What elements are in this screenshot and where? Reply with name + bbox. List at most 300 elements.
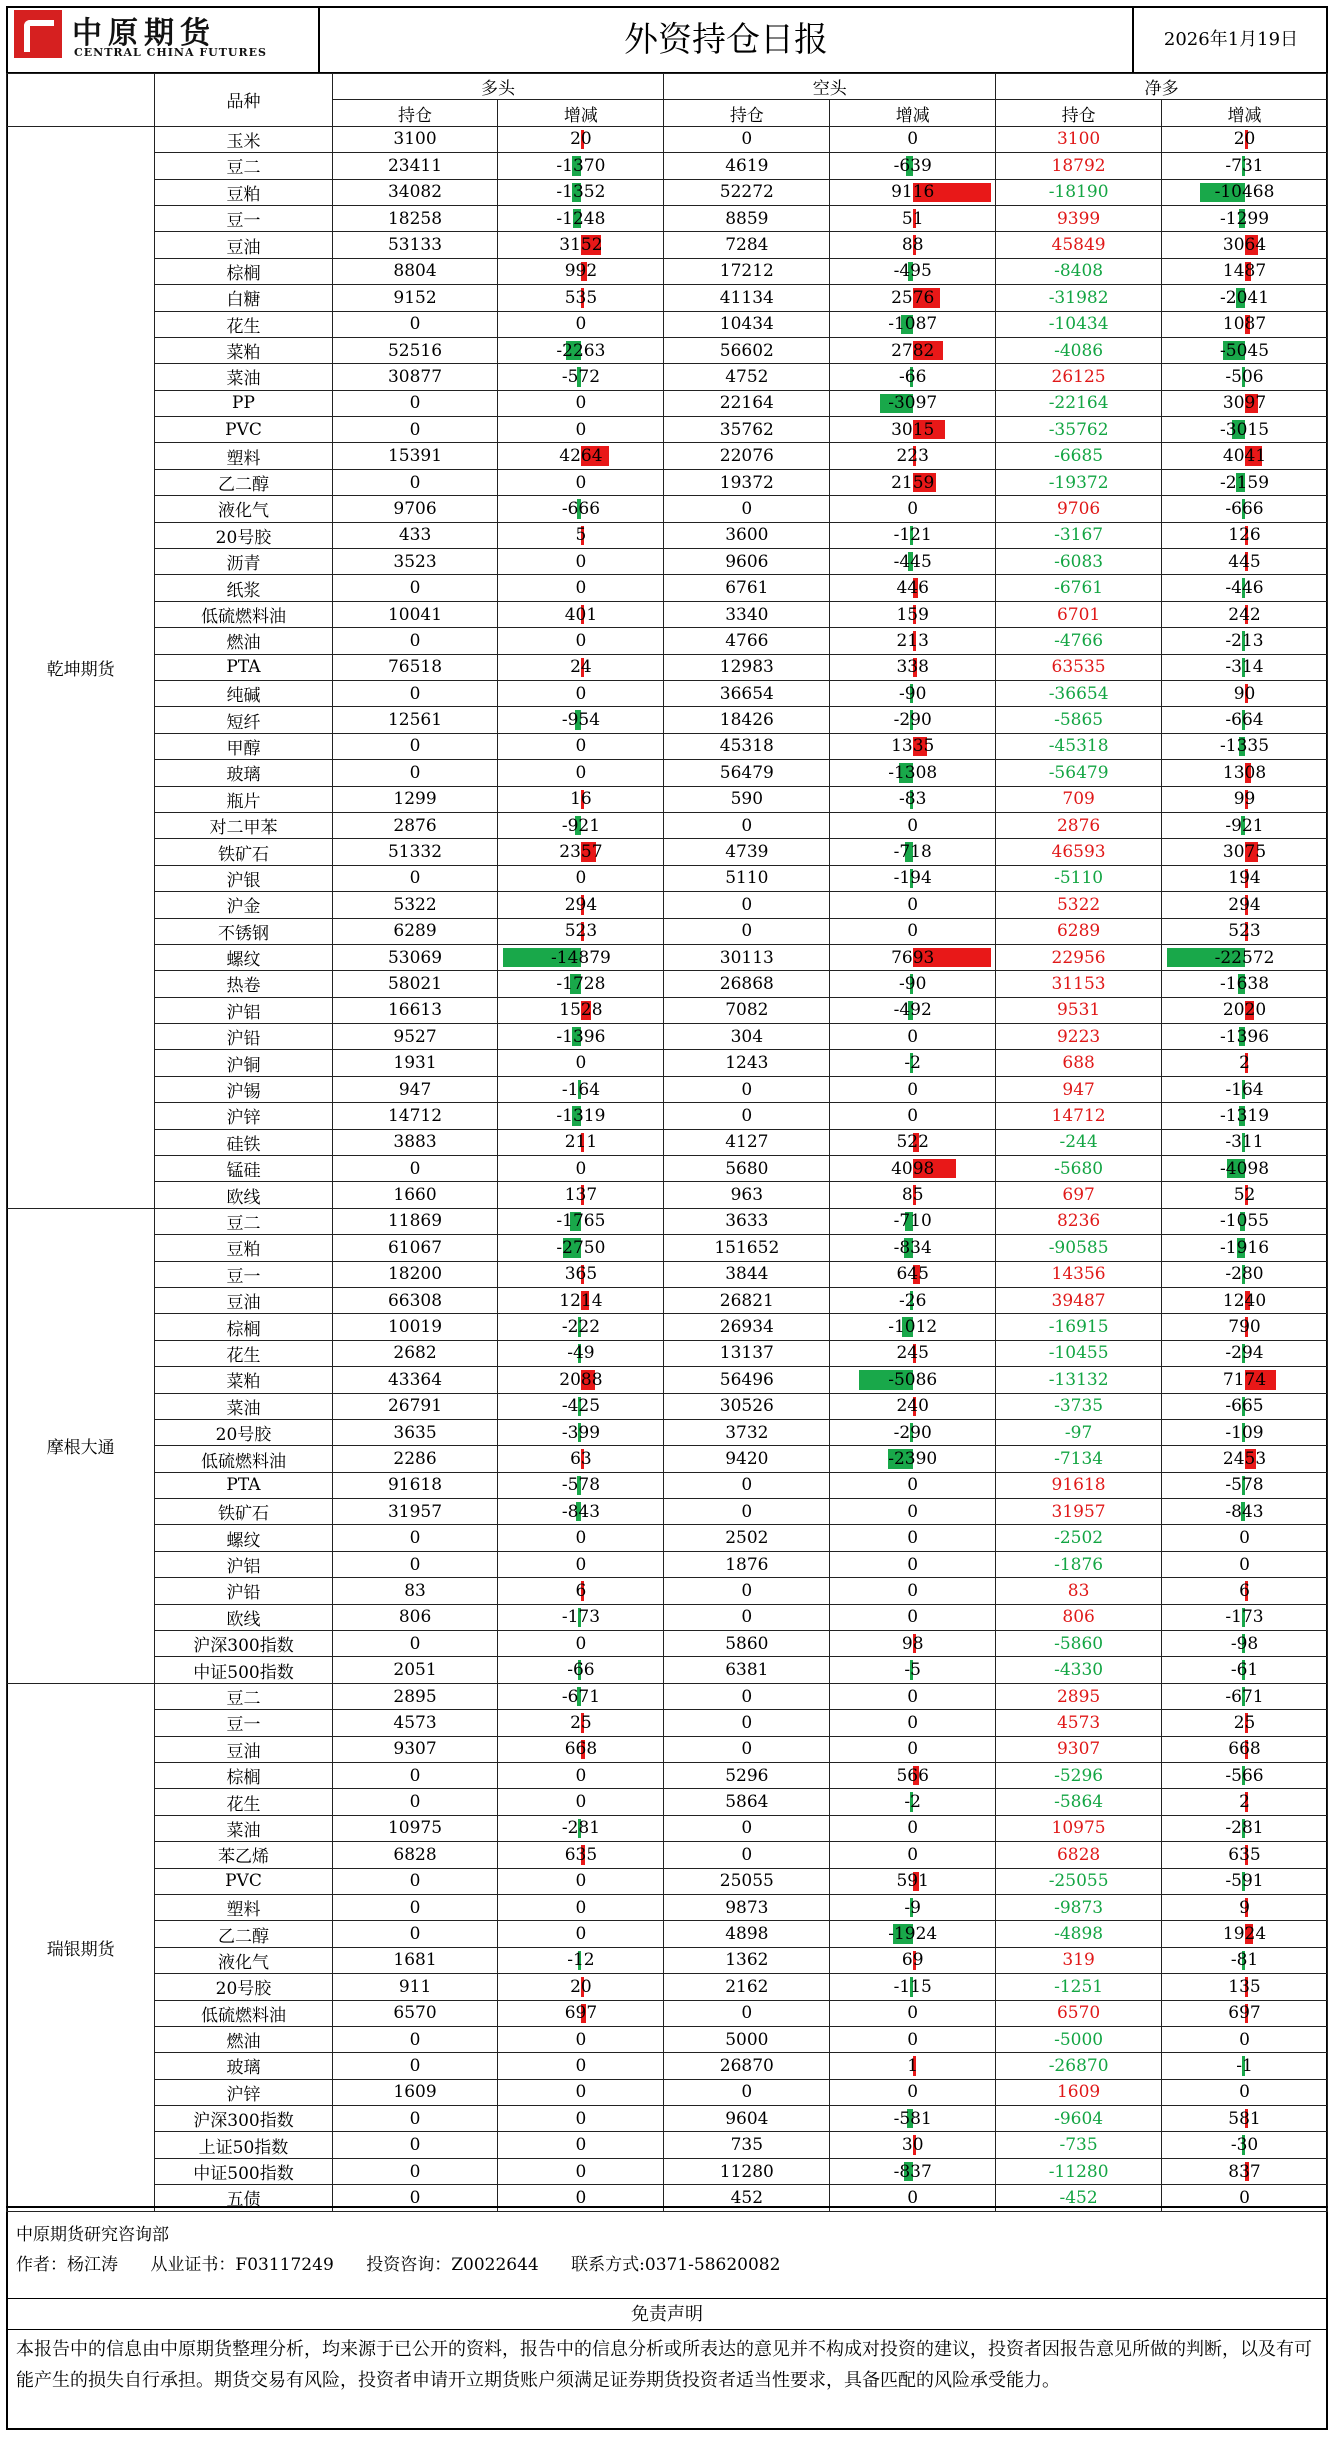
net-change-cell [1162, 1261, 1328, 1287]
net-position-value: 91618 [1051, 1475, 1106, 1496]
net-change-cell [1162, 628, 1328, 654]
variety-value: 沪锌 [226, 1108, 261, 1129]
net-change-value: -294 [1225, 1343, 1264, 1364]
table-row [7, 417, 1328, 443]
short-position-value: 5296 [725, 1765, 769, 1786]
long-position-cell [332, 1367, 498, 1393]
net-change-value: -1396 [1220, 1026, 1270, 1047]
short-position-value: 30526 [719, 1396, 774, 1417]
net-position-cell [996, 1868, 1162, 1894]
short-position-value: 3732 [725, 1422, 769, 1443]
short-position-value: 7082 [725, 1000, 769, 1021]
short-position-cell [664, 944, 830, 970]
net-position-cell [996, 1261, 1162, 1287]
short-change-cell [830, 549, 996, 575]
net-position-cell [996, 707, 1162, 733]
net-position-cell [996, 1050, 1162, 1076]
short-position-cell [664, 417, 830, 443]
short-change-value: -121 [893, 525, 932, 546]
short-position-cell [664, 1235, 830, 1261]
short-change-value: -834 [893, 1237, 932, 1258]
table-row [7, 2026, 1328, 2052]
variety-value: 欧线 [226, 1187, 261, 1208]
long-position-value: 0 [409, 683, 421, 704]
short-change-cell [830, 601, 996, 627]
variety-cell [155, 311, 332, 337]
short-position-cell [664, 1050, 830, 1076]
net-change-cell [1162, 1631, 1328, 1657]
long-change-cell [498, 1604, 664, 1630]
net-position-cell [996, 2106, 1162, 2132]
short-change-value: 30 [901, 2135, 924, 2156]
net-position-cell [996, 1446, 1162, 1472]
short-position-value: 5000 [725, 2029, 769, 2050]
short-position-cell [664, 1657, 830, 1683]
long-position-value: 34082 [387, 182, 443, 203]
table-row [7, 390, 1328, 416]
long-change-value: 0 [575, 551, 587, 572]
table-row [7, 1050, 1328, 1076]
net-position-value: 5322 [1056, 894, 1101, 915]
net-position-cell [996, 1789, 1162, 1815]
long-change-cell [498, 892, 664, 918]
short-position-cell [664, 1921, 830, 1947]
short-change-cell [830, 1419, 996, 1445]
short-position-value: 1876 [725, 1554, 769, 1575]
long-position-cell [332, 311, 498, 337]
net-change-cell [1162, 680, 1328, 706]
long-change-value: 2357 [559, 842, 603, 863]
table-row [7, 601, 1328, 627]
table-row [7, 2000, 1328, 2026]
net-position-cell [996, 1525, 1162, 1551]
net-change-cell [1162, 1657, 1328, 1683]
long-position-value: 6570 [393, 2003, 437, 2024]
net-position-value: -5296 [1054, 1765, 1104, 1786]
long-change-cell [498, 680, 664, 706]
table-row [7, 1815, 1328, 1841]
variety-header: 品种 [155, 74, 332, 127]
long-change-cell [498, 1129, 664, 1155]
net-position-value: 9706 [1056, 498, 1101, 519]
net-change-cell [1162, 311, 1328, 337]
long-position-value: 0 [409, 1897, 421, 1918]
short-change-cell [830, 1842, 996, 1868]
net-position-cell [996, 179, 1162, 205]
variety-value: 苯乙烯 [217, 1847, 269, 1868]
variety-value: 螺纹 [226, 950, 261, 971]
long-position-value: 0 [409, 868, 421, 889]
variety-cell [155, 601, 332, 627]
net-position-value: -6083 [1054, 551, 1104, 572]
net-change-value: 1087 [1222, 314, 1267, 335]
variety-cell [155, 1657, 332, 1683]
variety-cell [155, 126, 332, 152]
short-position-value: 0 [741, 498, 753, 519]
table-row [7, 1182, 1328, 1208]
long-change-value: 0 [575, 1924, 587, 1945]
net-position-value: -1876 [1054, 1554, 1104, 1575]
short-position-value: 4619 [725, 155, 769, 176]
short-position-cell [664, 285, 830, 311]
variety-cell [155, 1578, 332, 1604]
short-change-cell [830, 1974, 996, 2000]
long-change-cell [498, 1894, 664, 1920]
variety-value: 菜油 [226, 369, 261, 390]
variety-value: 豆二 [226, 1213, 261, 1234]
long-position-value: 0 [409, 2161, 421, 2182]
long-position-cell [332, 2053, 498, 2079]
short-change-cell [830, 1525, 996, 1551]
long-change-cell [498, 1235, 664, 1261]
net-position-value: 31153 [1051, 973, 1106, 994]
short-position-cell [664, 1340, 830, 1366]
report-date: 2026年1月19日 [1163, 29, 1299, 50]
long-change-value: 0 [575, 578, 587, 599]
net-position-cell [996, 1156, 1162, 1182]
net-change-value: -666 [1225, 498, 1264, 519]
variety-cell [155, 971, 332, 997]
long-change-cell [498, 839, 664, 865]
table-row [7, 1340, 1328, 1366]
long-position-value: 10975 [387, 1818, 443, 1839]
long-change-cell [498, 707, 664, 733]
long-change-cell [498, 1525, 664, 1551]
net-position-cell [996, 1472, 1162, 1498]
net-position-value: 697 [1062, 1185, 1095, 1206]
net-change-value: -10468 [1214, 182, 1275, 203]
long-position-cell [332, 549, 498, 575]
short-position-value: 4739 [725, 842, 769, 863]
short-header: 空头 [664, 74, 996, 100]
net-position-value: -11280 [1048, 2161, 1109, 2182]
short-change-value: -1012 [888, 1317, 938, 1338]
net-position-cell [996, 1340, 1162, 1366]
short-position-value: 590 [730, 789, 764, 810]
long-change-value: 0 [575, 1554, 587, 1575]
long-position-cell [332, 469, 498, 495]
variety-value: 锰硅 [226, 1161, 261, 1182]
long-change-value: -14879 [551, 947, 611, 968]
long-position-cell [332, 733, 498, 759]
short-position-cell [664, 865, 830, 891]
long-position-value: 6289 [393, 921, 437, 942]
short-change-value: -3097 [888, 393, 938, 414]
net-position-cell [996, 575, 1162, 601]
net-position-value: -735 [1059, 2135, 1098, 2156]
short-change-value: -1087 [888, 314, 938, 335]
net-change-value: 2 [1239, 1792, 1250, 1813]
net-change-cell [1162, 2132, 1328, 2158]
short-position-cell [664, 1947, 830, 1973]
long-position-cell [332, 1050, 498, 1076]
short-position-cell [664, 1736, 830, 1762]
short-change-value: 0 [907, 1105, 919, 1126]
long-position-cell [332, 232, 498, 258]
short-change-value: 446 [896, 578, 929, 599]
short-position-cell [664, 680, 830, 706]
variety-cell [155, 179, 332, 205]
net-position-cell [996, 760, 1162, 786]
long-change-cell [498, 1578, 664, 1604]
net-change-cell [1162, 575, 1328, 601]
table-row [7, 944, 1328, 970]
net-change-value: -280 [1225, 1264, 1264, 1285]
variety-value: 豆一 [226, 211, 261, 232]
long-position-value: 9527 [393, 1026, 437, 1047]
short-change-cell [830, 865, 996, 891]
net-change-cell [1162, 1314, 1328, 1340]
short-change-cell [830, 654, 996, 680]
variety-value: 低硫燃料油 [200, 2005, 286, 2026]
short-position-cell [664, 1842, 830, 1868]
long-change-cell [498, 1024, 664, 1050]
short-position-value: 0 [741, 2082, 753, 2103]
short-change-cell [830, 153, 996, 179]
short-position-cell [664, 1314, 830, 1340]
short-position-value: 0 [741, 1712, 753, 1733]
variety-cell [155, 1208, 332, 1234]
table-row [7, 839, 1328, 865]
net-change-value: -578 [1225, 1475, 1264, 1496]
short-position-value: 0 [741, 1686, 753, 1707]
short-change-value: 240 [896, 1396, 929, 1417]
long-change-value: 25 [570, 1712, 592, 1733]
short-change-value: 0 [907, 498, 919, 519]
long-change-cell [498, 1763, 664, 1789]
long-position-cell [332, 522, 498, 548]
short-change-value: 0 [907, 2029, 919, 2050]
short-position-cell [664, 707, 830, 733]
long-position-cell [332, 153, 498, 179]
short-position-cell [664, 522, 830, 548]
variety-value: 花生 [226, 1794, 261, 1815]
long-change-value: -12 [567, 1950, 595, 1971]
short-position-cell [664, 2158, 830, 2184]
net-position-cell [996, 1657, 1162, 1683]
net-change-cell [1162, 1472, 1328, 1498]
long-change-value: -2263 [556, 340, 606, 361]
short-change-value: 1 [907, 2055, 919, 2076]
long-change-cell [498, 865, 664, 891]
table-row [7, 918, 1328, 944]
short-position-value: 25055 [719, 1871, 774, 1892]
net-position-value: 9399 [1056, 208, 1101, 229]
short-change-value: -115 [893, 1976, 932, 1997]
variety-value: PTA [226, 1475, 261, 1496]
short-change-cell [830, 812, 996, 838]
long-change-cell [498, 417, 664, 443]
net-change-value: 194 [1228, 868, 1261, 889]
long-position-value: 2051 [393, 1660, 437, 1681]
long-position-cell [332, 812, 498, 838]
table-row [7, 997, 1328, 1023]
net-change-value: 6 [1239, 1580, 1250, 1601]
net-position-value: 4573 [1056, 1712, 1101, 1733]
long-change-value: 0 [575, 762, 587, 783]
table-row [7, 680, 1328, 706]
long-position-cell [332, 258, 498, 284]
short-change-cell [830, 1868, 996, 1894]
short-position-cell [664, 1631, 830, 1657]
table-row [7, 2053, 1328, 2079]
variety-cell [155, 337, 332, 363]
table-row [7, 2106, 1328, 2132]
variety-value: 花生 [226, 316, 261, 337]
variety-cell [155, 1710, 332, 1736]
net-change-value: -1335 [1220, 736, 1270, 757]
net-change-value: 2020 [1222, 1000, 1267, 1021]
net-change-value: -61 [1230, 1660, 1259, 1681]
variety-value: 不锈钢 [217, 923, 269, 944]
table-row [7, 1657, 1328, 1683]
table-row [7, 733, 1328, 759]
long-change-cell [498, 971, 664, 997]
long-position-value: 76518 [387, 657, 443, 678]
long-change-value: 211 [564, 1132, 598, 1153]
variety-cell [155, 549, 332, 575]
long-change-value: -425 [561, 1396, 601, 1417]
net-change-value: -4098 [1220, 1158, 1270, 1179]
short-position-cell [664, 892, 830, 918]
net-position-cell [996, 549, 1162, 575]
net-position-value: -19372 [1048, 472, 1109, 493]
variety-value: 热卷 [226, 976, 261, 997]
net-change-value: -3015 [1220, 419, 1270, 440]
short-position-cell [664, 311, 830, 337]
net-change-value: -1319 [1220, 1105, 1270, 1126]
table-row [7, 707, 1328, 733]
long-position-cell [332, 839, 498, 865]
short-change-value: 0 [907, 894, 919, 915]
variety-value: 豆一 [226, 1266, 261, 1287]
net-change-value: 126 [1228, 525, 1261, 546]
long-position-cell [332, 496, 498, 522]
long-position-value: 806 [398, 1607, 432, 1628]
net-position-value: -452 [1059, 2187, 1098, 2208]
short-position-value: 963 [730, 1185, 764, 1206]
long-position-value: 0 [409, 1633, 421, 1654]
short-change-value: 159 [896, 604, 929, 625]
long-change-value: -666 [561, 498, 601, 519]
short-change-value: 0 [907, 1475, 919, 1496]
long-change-value: 0 [575, 2108, 587, 2129]
net-change-cell [1162, 1578, 1328, 1604]
long-change-cell [498, 1156, 664, 1182]
variety-cell [155, 1472, 332, 1498]
short-position-cell [664, 337, 830, 363]
long-position-cell [332, 443, 498, 469]
short-change-value: 566 [896, 1765, 929, 1786]
variety-cell [155, 707, 332, 733]
short-change-value: 645 [896, 1264, 929, 1285]
net-position-value: 26125 [1051, 366, 1106, 387]
short-position-cell [664, 1525, 830, 1551]
variety-cell [155, 1446, 332, 1472]
net-position-cell [996, 2000, 1162, 2026]
short-change-cell [830, 2158, 996, 2184]
long-change-value: 0 [575, 472, 587, 493]
net-position-value: 9223 [1056, 1026, 1101, 1047]
long-position-value: 23411 [387, 155, 443, 176]
short-change-value: 0 [907, 2003, 919, 2024]
net-position-value: 10975 [1051, 1818, 1106, 1839]
variety-cell [155, 1076, 332, 1102]
net-position-cell [996, 337, 1162, 363]
short-change-cell [830, 971, 996, 997]
net-position-cell [996, 628, 1162, 654]
short-position-cell [664, 390, 830, 416]
short-change-value: 51 [901, 208, 924, 229]
short-position-value: 56479 [719, 762, 774, 783]
short-change-value: -5 [904, 1660, 921, 1681]
long-position-value: 0 [409, 1924, 421, 1945]
long-change-cell [498, 1076, 664, 1102]
variety-value: 中证500指数 [193, 2164, 294, 2185]
table-row [7, 1472, 1328, 1498]
long-position-value: 52516 [387, 340, 443, 361]
variety-value: 玉米 [226, 131, 261, 152]
short-change-cell [830, 1472, 996, 1498]
net-position-value: -3167 [1054, 525, 1104, 546]
short-change-value: -1924 [888, 1924, 938, 1945]
short-change-cell [830, 1815, 996, 1841]
long-change-cell [498, 1050, 664, 1076]
long-position-cell [332, 1472, 498, 1498]
long-change-value: -1765 [556, 1211, 606, 1232]
short-change-cell [830, 1763, 996, 1789]
variety-cell [155, 1842, 332, 1868]
long-position-cell [332, 1314, 498, 1340]
net-change-value: -22572 [1214, 947, 1275, 968]
net-change-cell [1162, 179, 1328, 205]
net-change-cell [1162, 496, 1328, 522]
short-change-value: -290 [893, 710, 932, 731]
table-row [7, 1156, 1328, 1182]
long-position-cell [332, 1024, 498, 1050]
short-position-value: 2162 [725, 1976, 769, 1997]
net-position-value: -5680 [1054, 1158, 1104, 1179]
org-name: 乾坤期货 [7, 126, 155, 1208]
net-change-value: 523 [1228, 921, 1261, 942]
variety-value: 豆粕 [226, 1240, 261, 1261]
short-position-cell [664, 733, 830, 759]
variety-cell [155, 1103, 332, 1129]
net-change-cell [1162, 1525, 1328, 1551]
net-change-cell [1162, 232, 1328, 258]
net-change-cell [1162, 1103, 1328, 1129]
author-line [16, 2250, 1328, 2280]
short-change-cell [830, 1710, 996, 1736]
short-change-value: 0 [907, 1712, 919, 1733]
long-position-value: 0 [409, 1528, 421, 1549]
short-change-cell [830, 1578, 996, 1604]
variety-cell [155, 1419, 332, 1445]
long-position-header: 持仓 [332, 100, 498, 126]
short-position-cell [664, 549, 830, 575]
variety-value: 沪铅 [226, 1029, 261, 1050]
short-change-cell [830, 2053, 996, 2079]
net-position-cell [996, 1499, 1162, 1525]
net-position-value: -7134 [1054, 1449, 1104, 1469]
long-position-value: 53133 [387, 235, 443, 256]
net-change-cell [1162, 1921, 1328, 1947]
long-position-cell [332, 1631, 498, 1657]
net-position-value: -5865 [1054, 710, 1104, 731]
variety-value: 沪金 [226, 897, 261, 918]
short-change-cell [830, 232, 996, 258]
long-position-value: 31957 [387, 1501, 443, 1522]
